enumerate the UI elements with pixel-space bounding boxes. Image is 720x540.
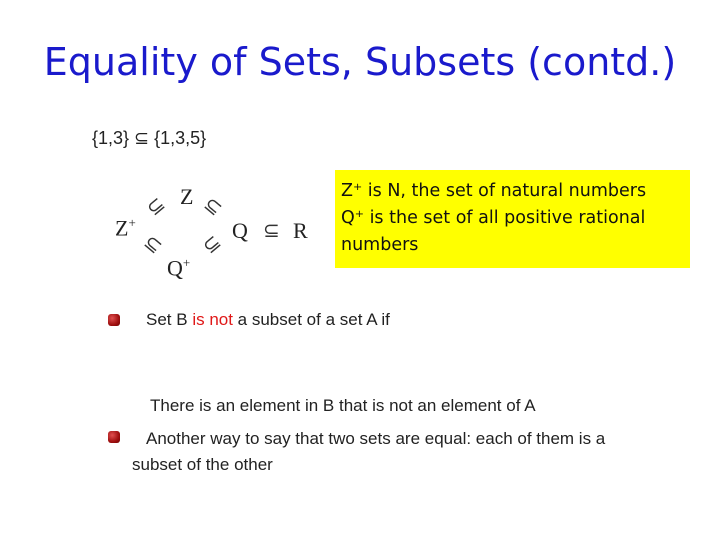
set-r: R xyxy=(293,218,308,243)
bullet-icon xyxy=(108,314,120,326)
slide-title: Equality of Sets, Subsets (contd.) xyxy=(43,40,677,84)
set-z-plus: Z+ xyxy=(115,215,136,241)
subset-example: {1,3} ⊆ {1,3,5} xyxy=(92,128,207,148)
subset-symbol-q-r: ⊆ xyxy=(263,218,280,242)
bullet-text-2-line-2: subset of the other xyxy=(132,455,273,474)
subset-symbol-z-q: ⊆ xyxy=(199,191,228,221)
set-q-plus: Q+ xyxy=(167,255,191,281)
bullet-text-2-line-1: Another way to say that two sets are equal: each of them is a xyxy=(146,429,606,448)
subset-symbol-zplus-z: ⊆ xyxy=(141,191,170,221)
set-q: Q xyxy=(232,218,248,243)
subset-symbol-qplus-q: ⊆ xyxy=(197,229,226,259)
bullet-text-1: Set B is not a subset of a set A if xyxy=(146,310,390,329)
sub-point-text: There is an element in B that is not an element of A xyxy=(150,396,536,415)
bullet-icon xyxy=(108,431,120,443)
highlight-is-not: is not xyxy=(192,310,233,329)
set-inclusion-diagram xyxy=(105,176,345,286)
set-z: Z xyxy=(180,184,194,209)
note-line-2: Q⁺ is the set of all positive rational xyxy=(341,208,646,228)
note-line-3: numbers xyxy=(341,235,419,255)
note-box xyxy=(335,170,690,268)
subset-symbol-zplus-qplus: ⊆ xyxy=(139,229,168,259)
note-line-1: Z⁺ is N, the set of natural numbers xyxy=(341,181,647,201)
